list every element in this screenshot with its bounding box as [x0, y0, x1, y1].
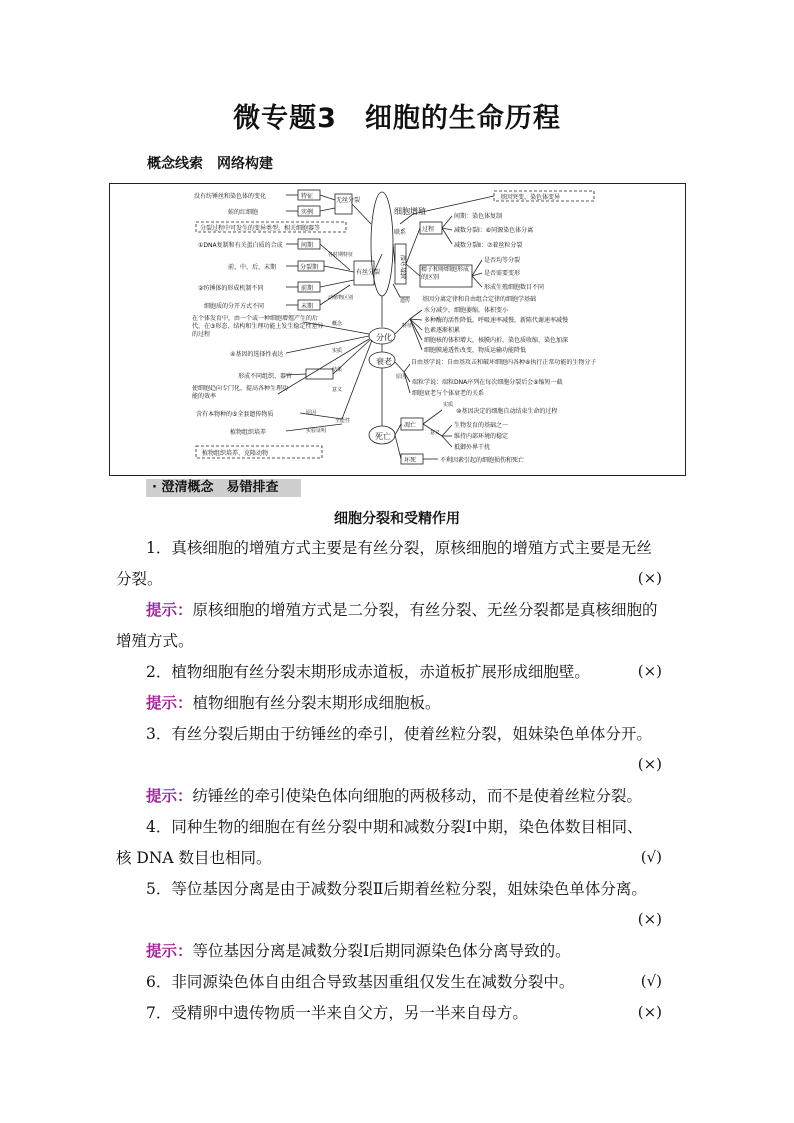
map-node: 无丝分裂: [336, 197, 361, 204]
map-node: 原因: [306, 410, 317, 416]
map-node-free-radical: 自由基学说：自由基攻击和破坏细胞内各种⑧执行正常功能的生物分子: [411, 359, 597, 366]
map-node: 色素逐渐积累: [424, 327, 461, 334]
map-center-aging: 衰老: [376, 357, 392, 366]
item-3-hint: [146, 786, 692, 806]
map-node: 意义: [332, 387, 343, 393]
item-7-line-1: 7．受精卵中遗传物质一半来自父方，另一半来自母方。: [146, 1004, 528, 1022]
map-center-death: 死亡: [375, 432, 391, 441]
map-node: 末期: [301, 303, 314, 310]
map-node-significance: 使细胞趋向专门化，提高各种生理功能的效率: [192, 385, 289, 400]
hint-label: 提示：: [146, 786, 193, 805]
item-1-line-1: 1．真核细胞的增殖方式主要是有丝分裂，原核细胞的增殖方式主要是无丝: [146, 539, 652, 557]
map-node: 维持内部环境的稳定: [454, 433, 509, 440]
map-node: 间期：染色体复制: [454, 213, 503, 220]
map-node: 不利因素引起的细胞损伤和死亡: [440, 457, 525, 464]
map-node: 实例: [301, 209, 314, 216]
section-title: 细胞分裂和受精作用: [334, 511, 460, 527]
map-node-concept: 在个体发育中，由一个或一种细胞增殖产生的后代，在③形态、结构和生理功能上发生稳定性差异的过程: [192, 315, 324, 338]
item-1-mark: (×): [637, 569, 662, 587]
map-node: 前、中、后、末期: [228, 264, 277, 271]
map-node: 基因突变、染色体变异: [500, 194, 561, 201]
map-node: 水分减少，细胞萎缩，体积变小: [424, 307, 509, 314]
map-node: 植物组织培养、克隆动物: [202, 450, 269, 457]
map-node: 概念: [332, 321, 343, 327]
map-node: 形成生殖细胞数目不同: [484, 284, 545, 291]
map-node: 遗传: [400, 298, 411, 304]
hint-label: 提示：: [146, 693, 193, 712]
item-5-mark: (×): [637, 910, 662, 928]
map-node: 多种酶的活性降低，呼吸速率减慢，新陈代谢速率减慢: [424, 317, 569, 324]
map-link-label: 联系: [394, 229, 407, 236]
map-node: 没有纺锤丝和染色体的变化: [194, 193, 267, 200]
map-node: 端粒学说：端粒DNA序列在每次细胞分裂后会⑨缩短一截: [412, 379, 563, 386]
map-node: 动植物区别: [328, 295, 354, 301]
item-6-mark: (√): [640, 972, 662, 990]
map-node: 结果: [332, 367, 343, 373]
map-node: 减数分裂Ⅱ：⑦着丝粒分裂: [454, 242, 523, 249]
item-6-line-1: 6．非同源染色体自由组合导致基因重组仅发生在减数分裂中。: [146, 973, 575, 991]
item-4-mark: (√): [640, 848, 662, 866]
map-node: 蛙的红细胞: [228, 209, 259, 216]
item-1-hint-line-2: 增殖方式。: [116, 632, 194, 650]
item-4-line-1: 4．同种生物的细胞在有丝分裂中期和减数分裂Ⅰ中期，染色体数目相同、: [146, 818, 643, 836]
map-node: 是否均等分裂: [484, 257, 521, 264]
map-node: 各时期特征: [328, 252, 354, 258]
item-1-hint: [146, 600, 692, 620]
item-2-line-1: 2．植物细胞有丝分裂末期形成赤道板，赤道板扩展形成细胞壁。: [146, 663, 590, 681]
item-3-line-1: 3．有丝分裂后期由于纺锤丝的牵引，使着丝粒分裂，姐妹染色单体分开。: [146, 725, 652, 743]
map-node: ①DNA复制和有关蛋白质的合成: [198, 242, 283, 249]
hint-text: 原核细胞的增殖方式是二分裂，有丝分裂、无丝分裂都是真核细胞的: [192, 601, 658, 619]
map-node-gamete-diff: 精子和卵细胞形成的区别: [421, 266, 470, 281]
map-node: 细胞衰老与个体衰老的关系: [412, 390, 485, 397]
map-node: 减数分裂: [401, 254, 408, 279]
hint-text: 植物细胞有丝分裂末期形成细胞板。: [192, 694, 441, 712]
map-node: 意义: [430, 430, 441, 436]
item-5-line-1: 5．等位基因分离是由于减数分裂Ⅱ后期着丝粒分裂，姐妹染色单体分离。: [146, 880, 647, 898]
item-3-mark: (×): [637, 755, 662, 773]
item-2-mark: (×): [637, 662, 662, 680]
hint-text: 等位基因分离是减数分裂Ⅰ后期同源染色体分离导致的。: [192, 942, 571, 960]
map-node: 实验证明: [306, 428, 327, 434]
map-center-top: 细胞增殖: [394, 207, 426, 216]
item-4-line-2: 核 DNA 数目也相同。: [116, 849, 272, 867]
hint-text: 纺锤丝的牵引使染色体向细胞的两极移动，而不是使着丝粒分裂。: [192, 787, 643, 805]
map-node: ②纺锤体的形成机制不同: [198, 285, 264, 292]
map-node: 分裂期: [300, 264, 319, 271]
map-node: 是否需要变形: [484, 270, 521, 277]
map-node: 凋亡: [404, 422, 417, 429]
concept-map-diagram: [110, 184, 687, 477]
map-node: 抵御外界干扰: [454, 444, 491, 451]
map-node: 前期: [301, 285, 314, 292]
map-center-diff: 分化: [376, 333, 392, 342]
item-7-mark: (×): [637, 1003, 662, 1021]
hint-label: 提示：: [146, 941, 193, 960]
item-1-line-2: 分裂。: [116, 570, 163, 588]
map-node: ④基因的选择性表达: [230, 351, 284, 358]
map-node: 形成不同组织、器官: [238, 373, 293, 380]
item-2-hint: [146, 693, 692, 713]
map-node: 特征: [301, 193, 314, 200]
map-node: 减数分裂Ⅰ：⑥同源染色体分离: [454, 227, 534, 234]
map-node: 原因: [396, 374, 407, 380]
page-title: 微专题3 细胞的生命历程: [233, 103, 561, 134]
map-node: 有丝分裂: [356, 269, 381, 276]
map-node: 植物组织培养: [230, 429, 267, 436]
subheading: 概念线索 网络构建: [147, 156, 273, 172]
map-node: 全能性: [335, 418, 351, 424]
map-node: 特征: [402, 323, 413, 329]
map-node: 实质: [332, 348, 343, 354]
item-5-hint: [146, 941, 692, 961]
map-node: 过程: [422, 226, 435, 233]
map-node: 细胞质的分开方式不同: [204, 303, 265, 310]
concept-map: [109, 183, 686, 476]
map-node: 细胞膜通透性改变，物质运输功能降低: [424, 347, 527, 354]
map-node: 细胞核的体积增大，核膜内折，染色质收缩、染色加深: [424, 337, 569, 344]
map-node: ⑩基因决定的细胞自动结束生命的过程: [456, 408, 558, 415]
map-node: 分裂过程中可发生的变异类型，相关细胞器等: [200, 225, 321, 232]
map-node: 生物发育的基础之一: [454, 422, 509, 429]
map-node: 含有本物种的⑤全套遗传物质: [196, 411, 274, 418]
map-node: 间期: [301, 242, 314, 249]
map-node: 坏死: [404, 457, 417, 464]
hint-label: 提示：: [146, 600, 193, 619]
map-node: 实质: [443, 402, 454, 408]
section-banner: · 澄清概念 易错排查: [146, 479, 301, 497]
map-node: 基因分离定律和自由组合定律的细胞学基础: [422, 296, 537, 303]
